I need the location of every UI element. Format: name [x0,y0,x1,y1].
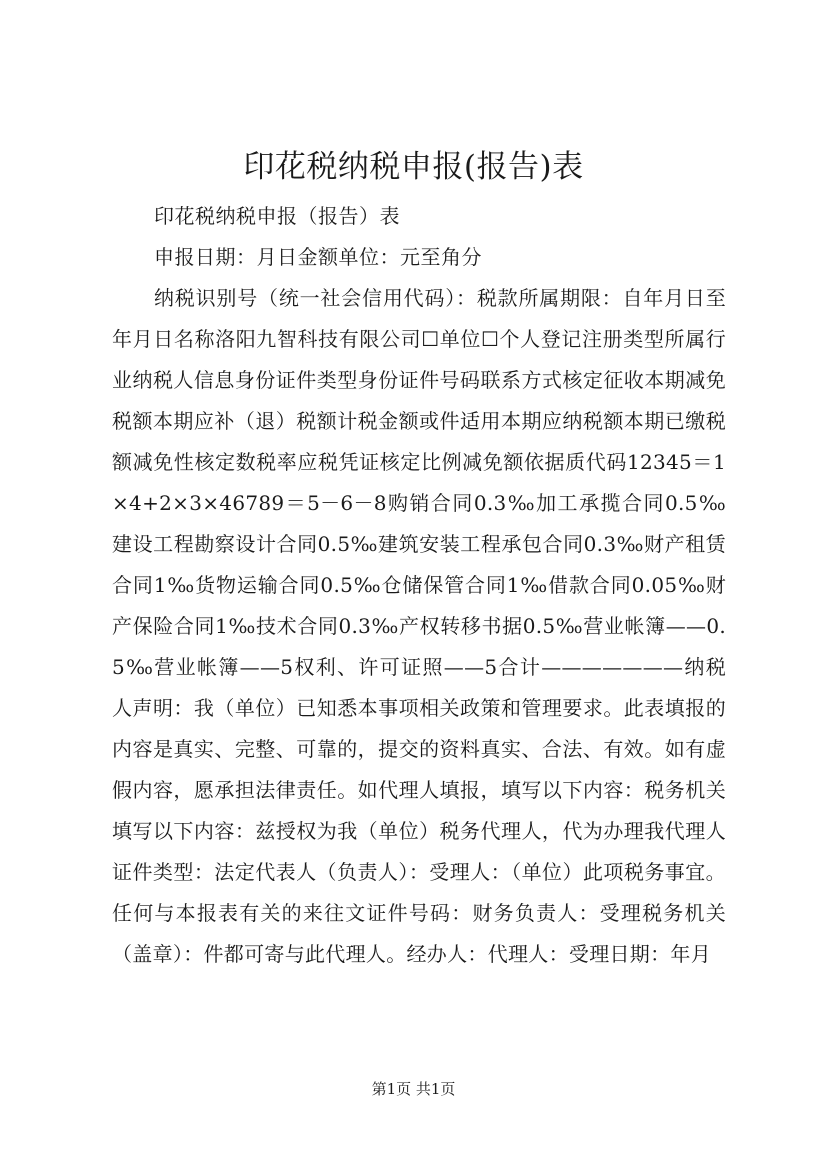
paragraph-declaration-date: 申报日期：月日金额单位：元至角分 [154,245,482,269]
paragraph-subtitle: 印花税纳税申报（报告）表 [154,204,400,228]
document-title: 印花税纳税申报(报告)表 [243,149,584,185]
document-body [112,196,726,975]
paragraph-main-body: 纳税识别号（统一社会信用代码）：税款所属期限：自年月日至年月日名称洛阳九智科技有限公司☐单位☐个人登记注册类型所属行业纳税人信息身份证件类型身份证件号码联系方式核定征收本期减免税额本期应补（退）税额计税金额或件适用本期应纳税额本期已缴税额减免性核定数税率应税凭证核定比例减免额依据质代码12345＝1×4+2×3×46789＝5－6－8购销合同0.3‰加工承揽合同0.5‰建设工程勘察设计合同0.5‰建筑安装工程承包合同0.3‰财产租赁合同1‰货物运输合同0.5‰仓储保管合同1‰借款合同0.05‰财产保险合同1‰技术合同0.3‰产权转移书据0.5‰营业帐簿——0.5‰营业帐簿——5权利、许可证照——5合计———————纳税人声明：我（单位）已知悉本事项相关政策和管理要求。此表填报的内容是真实、完整、可靠的，提交的资料真实、合法、有效。如有虚假内容，愿承担法律责任。如代理人填报，填写以下内容：税务机关填写以下内容：兹授权为我（单位）税务代理人，代为办理我代理人证件类型：法定代表人（负责人）：受理人：（单位）此项税务事宜。任何与本报表有关的来往文证件号码：财务负责人：受理税务机关（盖章）：件都可寄与此代理人。经办人：代理人：受理日期：年月 [112,286,726,966]
page-number-footer: 第1页 共1页 [371,1080,456,1098]
